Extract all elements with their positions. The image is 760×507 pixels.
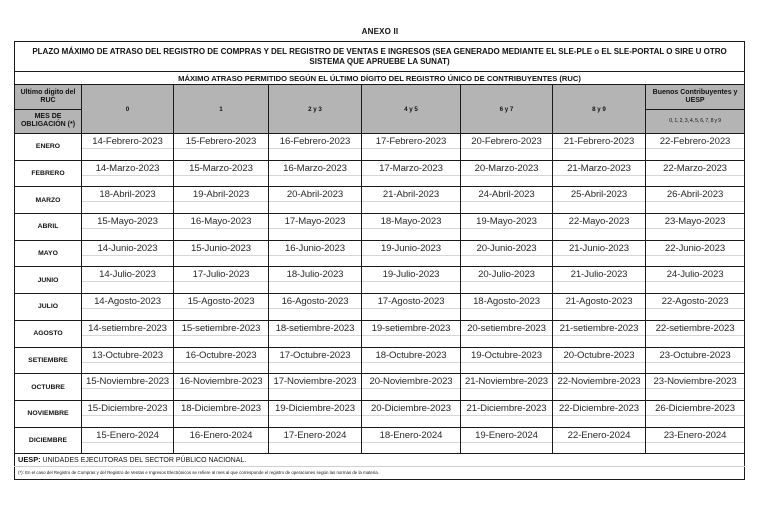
- deadline-date: 14-Febrero-2023: [82, 135, 173, 149]
- deadline-cell-digit-0: [82, 320, 174, 347]
- table-row: [15, 134, 745, 161]
- deadline-cell-digit-8-9: [553, 347, 646, 374]
- deadline-cell-digit-6-7: [461, 267, 553, 294]
- deadline-cell-digit-1: [174, 187, 269, 214]
- deadline-date: 22-Agosto-2023: [646, 295, 744, 309]
- deadline-cell-good-taxpayers: [646, 347, 745, 374]
- deadline-cell-digit-8-9: [553, 400, 646, 427]
- deadline-date: 18-Octubre-2023: [362, 349, 460, 363]
- deadline-date: 19-Abril-2023: [174, 188, 268, 202]
- deadline-date: 19-Octubre-2023: [461, 349, 552, 363]
- row-month-label: MARZO: [15, 187, 82, 214]
- deadline-cell-digit-8-9: [553, 134, 646, 161]
- deadline-date: 21-Diciembre-2023: [461, 402, 552, 416]
- footnote-uesp-label: UESP:: [18, 455, 41, 465]
- deadline-date: 18-Mayo-2023: [362, 215, 460, 229]
- footnote-asterisk: (*): En el caso del Registro de Compras y del Registro de Ventas e Ingresos Electrónicos se refiere al mes al que corresponde el registro de operaciones según las normas de la materia.: [15, 467, 745, 480]
- deadline-cell-digit-0: [82, 240, 174, 267]
- deadline-date: 15-Agosto-2023: [174, 295, 268, 309]
- deadline-date: 16-Enero-2024: [174, 429, 268, 443]
- deadline-date: 16-Junio-2023: [269, 242, 361, 256]
- deadline-date: 19-setiembre-2023: [362, 322, 460, 336]
- deadline-date: 21-Junio-2023: [553, 242, 645, 256]
- deadline-date: 20-Octubre-2023: [553, 349, 645, 363]
- deadline-date: 20-Marzo-2023: [461, 162, 552, 176]
- deadline-cell-digit-8-9: [553, 187, 646, 214]
- deadline-cell-digit-1: [174, 214, 269, 241]
- deadline-cell-good-taxpayers: [646, 267, 745, 294]
- deadline-date: 16-Marzo-2023: [269, 162, 361, 176]
- column-header-digit-8-9: 8 y 9: [553, 85, 646, 134]
- deadline-date: 17-Enero-2024: [269, 429, 361, 443]
- deadline-date: 15-Noviembre-2023: [82, 375, 173, 389]
- deadline-date: 17-Noviembre-2023: [269, 375, 361, 389]
- deadline-cell-digit-1: [174, 134, 269, 161]
- deadline-date: 16-Noviembre-2023: [174, 375, 268, 389]
- deadline-date: 14-Agosto-2023: [82, 295, 173, 309]
- deadline-date: 17-Julio-2023: [174, 268, 268, 282]
- table-row: [15, 294, 745, 321]
- deadline-date: 19-Diciembre-2023: [269, 402, 361, 416]
- column-header-digit-2-3: 2 y 3: [269, 85, 362, 134]
- table-row: [15, 187, 745, 214]
- deadline-date: 18-setiembre-2023: [269, 322, 361, 336]
- deadline-date: 20-Abril-2023: [269, 188, 361, 202]
- row-month-label: DICIEMBRE: [15, 427, 82, 454]
- table-row: [15, 374, 745, 401]
- deadline-date: 15-Febrero-2023: [174, 135, 268, 149]
- deadline-date: 26-Abril-2023: [646, 188, 744, 202]
- deadline-cell-digit-1: [174, 160, 269, 187]
- deadline-cell-digit-8-9: [553, 267, 646, 294]
- deadline-date: 22-Marzo-2023: [646, 162, 744, 176]
- deadline-date: 15-Diciembre-2023: [82, 402, 173, 416]
- deadline-date: 16-Octubre-2023: [174, 349, 268, 363]
- deadline-date: 17-Febrero-2023: [362, 135, 460, 149]
- column-header-good-taxpayers: Buenos Contribuyentes y UESP: [646, 85, 745, 110]
- deadline-cell-good-taxpayers: [646, 320, 745, 347]
- deadline-table: [14, 41, 745, 480]
- table-row: [15, 240, 745, 267]
- row-month-label: OCTUBRE: [15, 374, 82, 401]
- deadline-date: 22-Noviembre-2023: [553, 375, 645, 389]
- deadline-cell-digit-2-3: [269, 427, 362, 454]
- column-header-digit-6-7: 6 y 7: [461, 85, 553, 134]
- deadline-date: 17-Octubre-2023: [269, 349, 361, 363]
- deadline-date: 17-Agosto-2023: [362, 295, 460, 309]
- deadline-cell-digit-2-3: [269, 374, 362, 401]
- deadline-date: 22-setiembre-2023: [646, 322, 744, 336]
- deadline-date: 15-Marzo-2023: [174, 162, 268, 176]
- deadline-date: 18-Agosto-2023: [461, 295, 552, 309]
- deadline-date: 17-Marzo-2023: [362, 162, 460, 176]
- deadline-cell-digit-6-7: [461, 240, 553, 267]
- deadline-cell-digit-0: [82, 427, 174, 454]
- table-row: [15, 347, 745, 374]
- deadline-cell-digit-4-5: [362, 160, 461, 187]
- deadline-cell-good-taxpayers: [646, 214, 745, 241]
- table-row: [15, 160, 745, 187]
- deadline-cell-good-taxpayers: [646, 187, 745, 214]
- deadline-cell-good-taxpayers: [646, 294, 745, 321]
- deadline-cell-digit-4-5: [362, 400, 461, 427]
- deadline-cell-digit-2-3: [269, 347, 362, 374]
- deadline-date: 19-Enero-2024: [461, 429, 552, 443]
- deadline-date: 21-Febrero-2023: [553, 135, 645, 149]
- deadline-date: 20-Noviembre-2023: [362, 375, 460, 389]
- deadline-cell-digit-2-3: [269, 240, 362, 267]
- deadline-date: 14-Julio-2023: [82, 268, 173, 282]
- deadline-cell-digit-2-3: [269, 187, 362, 214]
- deadline-date: 18-Diciembre-2023: [174, 402, 268, 416]
- deadline-cell-digit-4-5: [362, 347, 461, 374]
- deadline-date: 15-Junio-2023: [174, 242, 268, 256]
- deadline-cell-digit-6-7: [461, 374, 553, 401]
- deadline-cell-digit-6-7: [461, 134, 553, 161]
- deadline-cell-digit-6-7: [461, 214, 553, 241]
- row-month-label: NOVIEMBRE: [15, 400, 82, 427]
- deadline-date: 18-Abril-2023: [82, 188, 173, 202]
- deadline-cell-good-taxpayers: [646, 160, 745, 187]
- deadline-date: 23-Octubre-2023: [646, 349, 744, 363]
- column-header-digit-0: 0: [82, 85, 174, 134]
- deadline-date: 23-Noviembre-2023: [646, 375, 744, 389]
- deadline-date: 14-setiembre-2023: [82, 322, 173, 336]
- deadline-cell-digit-0: [82, 267, 174, 294]
- deadline-date: 24-Julio-2023: [646, 268, 744, 282]
- deadline-cell-digit-4-5: [362, 134, 461, 161]
- deadline-cell-good-taxpayers: [646, 374, 745, 401]
- deadline-date: 21-Noviembre-2023: [461, 375, 552, 389]
- column-header-digit-4-5: 4 y 5: [362, 85, 461, 134]
- deadline-date: 22-Febrero-2023: [646, 135, 744, 149]
- deadline-date: 20-Febrero-2023: [461, 135, 552, 149]
- corner-header-ruc-digit: Ultimo digito del RUC: [15, 85, 82, 110]
- deadline-cell-digit-4-5: [362, 240, 461, 267]
- deadline-date: 21-Abril-2023: [362, 188, 460, 202]
- deadline-date: 15-Enero-2024: [82, 429, 173, 443]
- deadline-cell-digit-1: [174, 267, 269, 294]
- deadline-cell-digit-8-9: [553, 294, 646, 321]
- deadline-date: 23-Mayo-2023: [646, 215, 744, 229]
- deadline-cell-digit-0: [82, 400, 174, 427]
- deadline-cell-digit-6-7: [461, 347, 553, 374]
- deadline-date: 26-Diciembre-2023: [646, 402, 744, 416]
- deadline-date: 20-Diciembre-2023: [362, 402, 460, 416]
- table-subtitle: MÁXIMO ATRASO PERMITIDO SEGÚN EL ÚLTIMO DÍGITO DEL REGISTRO ÚNICO DE CONTRIBUYENTES (RUC): [15, 72, 745, 85]
- row-month-label: JUNIO: [15, 267, 82, 294]
- deadline-cell-digit-0: [82, 187, 174, 214]
- deadline-date: 18-Julio-2023: [269, 268, 361, 282]
- deadline-cell-digit-1: [174, 400, 269, 427]
- deadline-cell-digit-6-7: [461, 400, 553, 427]
- deadline-table-container: [14, 41, 744, 480]
- table-body: [15, 134, 745, 454]
- deadline-cell-digit-1: [174, 374, 269, 401]
- deadline-cell-digit-0: [82, 134, 174, 161]
- deadline-date: 20-setiembre-2023: [461, 322, 552, 336]
- deadline-date: 21-Agosto-2023: [553, 295, 645, 309]
- deadline-date: 21-Julio-2023: [553, 268, 645, 282]
- deadline-cell-digit-4-5: [362, 320, 461, 347]
- deadline-date: 19-Junio-2023: [362, 242, 460, 256]
- deadline-date: 19-Julio-2023: [362, 268, 460, 282]
- deadline-cell-good-taxpayers: [646, 134, 745, 161]
- table-row: [15, 214, 745, 241]
- deadline-cell-digit-2-3: [269, 134, 362, 161]
- deadline-date: 16-Mayo-2023: [174, 215, 268, 229]
- deadline-date: 20-Julio-2023: [461, 268, 552, 282]
- deadline-cell-digit-4-5: [362, 214, 461, 241]
- deadline-cell-digit-6-7: [461, 427, 553, 454]
- corner-header-obligation-month: MES DE OBLIGACIÓN (*): [15, 109, 82, 134]
- deadline-cell-digit-0: [82, 160, 174, 187]
- deadline-cell-digit-0: [82, 347, 174, 374]
- deadline-date: 21-setiembre-2023: [553, 322, 645, 336]
- table-main-title: PLAZO MÁXIMO DE ATRASO DEL REGISTRO DE COMPRAS Y DEL REGISTRO DE VENTAS E INGRESOS (SEA GENERADO MEDIANTE EL SLE-PLE o EL SLE-PORTAL O SIRE U OTRO SISTEMA QUE APRUEBE LA SUNAT): [15, 42, 745, 72]
- deadline-date: 14-Marzo-2023: [82, 162, 173, 176]
- deadline-cell-digit-8-9: [553, 160, 646, 187]
- deadline-cell-digit-2-3: [269, 294, 362, 321]
- row-month-label: ENERO: [15, 134, 82, 161]
- deadline-cell-digit-1: [174, 427, 269, 454]
- deadline-date: 22-Diciembre-2023: [553, 402, 645, 416]
- deadline-cell-digit-2-3: [269, 160, 362, 187]
- annex-title: ANEXO II: [361, 27, 399, 36]
- column-header-digit-1: 1: [174, 85, 269, 134]
- deadline-cell-digit-6-7: [461, 294, 553, 321]
- deadline-cell-digit-6-7: [461, 160, 553, 187]
- table-row: [15, 267, 745, 294]
- deadline-cell-digit-6-7: [461, 320, 553, 347]
- deadline-cell-digit-2-3: [269, 400, 362, 427]
- deadline-cell-digit-4-5: [362, 187, 461, 214]
- deadline-cell-digit-1: [174, 347, 269, 374]
- deadline-cell-digit-0: [82, 294, 174, 321]
- deadline-date: 16-Agosto-2023: [269, 295, 361, 309]
- deadline-date: 16-Febrero-2023: [269, 135, 361, 149]
- deadline-date: 14-Junio-2023: [82, 242, 173, 256]
- table-row: [15, 427, 745, 454]
- deadline-cell-good-taxpayers: [646, 400, 745, 427]
- deadline-date: 13-Octubre-2023: [82, 349, 173, 363]
- row-month-label: FEBRERO: [15, 160, 82, 187]
- deadline-date: 20-Junio-2023: [461, 242, 552, 256]
- footnote-uesp-text: UNIDADES EJECUTORAS DEL SECTOR PÚBLICO NACIONAL.: [40, 457, 247, 465]
- deadline-date: 15-setiembre-2023: [174, 322, 268, 336]
- row-month-label: SETIEMBRE: [15, 347, 82, 374]
- deadline-cell-digit-2-3: [269, 214, 362, 241]
- deadline-date: 22-Junio-2023: [646, 242, 744, 256]
- deadline-cell-digit-8-9: [553, 427, 646, 454]
- deadline-date: 25-Abril-2023: [553, 188, 645, 202]
- deadline-date: 23-Enero-2024: [646, 429, 744, 443]
- row-month-label: AGOSTO: [15, 320, 82, 347]
- footnote-uesp: [15, 454, 745, 467]
- deadline-cell-digit-2-3: [269, 267, 362, 294]
- deadline-date: 15-Mayo-2023: [82, 215, 173, 229]
- deadline-cell-digit-4-5: [362, 294, 461, 321]
- row-month-label: JULIO: [15, 294, 82, 321]
- deadline-cell-digit-4-5: [362, 427, 461, 454]
- deadline-date: 19-Mayo-2023: [461, 215, 552, 229]
- deadline-cell-digit-8-9: [553, 374, 646, 401]
- deadline-cell-digit-6-7: [461, 187, 553, 214]
- deadline-date: 22-Enero-2024: [553, 429, 645, 443]
- deadline-cell-good-taxpayers: [646, 427, 745, 454]
- row-month-label: MAYO: [15, 240, 82, 267]
- deadline-cell-digit-8-9: [553, 214, 646, 241]
- table-row: [15, 320, 745, 347]
- row-month-label: ABRIL: [15, 214, 82, 241]
- deadline-date: 18-Enero-2024: [362, 429, 460, 443]
- deadline-cell-good-taxpayers: [646, 240, 745, 267]
- deadline-date: 24-Abril-2023: [461, 188, 552, 202]
- deadline-cell-digit-8-9: [553, 240, 646, 267]
- deadline-date: 17-Mayo-2023: [269, 215, 361, 229]
- deadline-cell-digit-1: [174, 240, 269, 267]
- deadline-cell-digit-1: [174, 320, 269, 347]
- deadline-cell-digit-4-5: [362, 374, 461, 401]
- column-header-good-taxpayers-digits: 0, 1, 2, 3, 4, 5, 6, 7, 8 y 9: [646, 109, 745, 134]
- deadline-cell-digit-2-3: [269, 320, 362, 347]
- deadline-date: 22-Mayo-2023: [553, 215, 645, 229]
- deadline-cell-digit-1: [174, 294, 269, 321]
- deadline-date: 21-Marzo-2023: [553, 162, 645, 176]
- deadline-cell-digit-0: [82, 214, 174, 241]
- deadline-cell-digit-8-9: [553, 320, 646, 347]
- table-row: [15, 400, 745, 427]
- deadline-cell-digit-4-5: [362, 267, 461, 294]
- deadline-cell-digit-0: [82, 374, 174, 401]
